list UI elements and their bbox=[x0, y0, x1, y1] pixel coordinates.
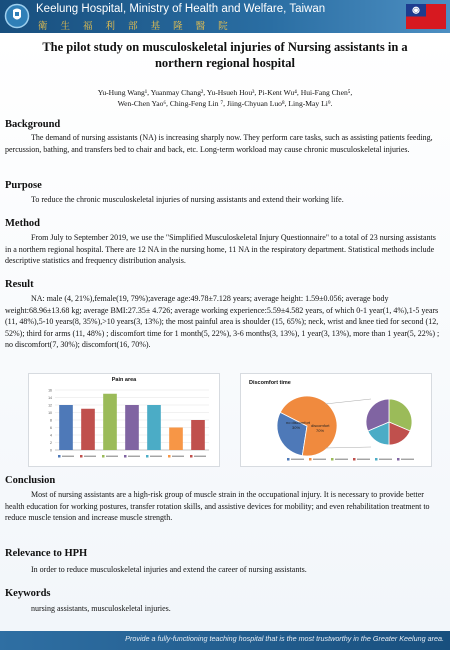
pie-chart-title: Discomfort time bbox=[249, 380, 291, 386]
bar-chart-title: Pain area bbox=[111, 377, 137, 383]
author-list bbox=[30, 87, 420, 109]
y-tick-label: 0 bbox=[50, 448, 52, 453]
legend-swatch bbox=[102, 455, 105, 458]
authors-line-2: Wen-Chen Yao⁶, Ching-Feng Lin ⁷, Jiing-Chyuan Luo⁸, Ling-May Li⁹. bbox=[117, 99, 333, 108]
legend-label-bar bbox=[62, 456, 74, 457]
y-tick-label: 10 bbox=[48, 411, 52, 415]
poster-title: The pilot study on musculoskeletal injuries of Nursing assistants in a northern regional hospital bbox=[42, 40, 408, 70]
method-heading: Method bbox=[5, 218, 40, 229]
bar bbox=[103, 394, 117, 450]
y-tick-label: 14 bbox=[48, 396, 52, 400]
y-tick-label: 8 bbox=[50, 418, 52, 423]
legend-swatch bbox=[190, 455, 193, 458]
conclusion-heading: Conclusion bbox=[5, 475, 56, 486]
legend-swatch bbox=[331, 458, 334, 461]
bar bbox=[59, 405, 73, 450]
authors-line-1: Yu-Hung Wang¹, Yuanmay Chang², Yu-Hsueh Hou³, Pi-Kent Wu⁴, Hui-Fang Chen⁵, bbox=[97, 88, 353, 97]
pie-pct-right: 70% bbox=[316, 428, 325, 433]
conclusion-text: Most of nursing assistants are a high-risk group of muscle strain in the occupational injury. It is necessary to provide better health education for working postures, transfer rotation skills, and assistive devices for mobility; and even rehabilitation treatment to reduce muscle tension and increase muscle strength. bbox=[5, 490, 430, 522]
bar bbox=[169, 428, 183, 451]
background-heading: Background bbox=[5, 119, 61, 130]
poster-footer bbox=[0, 631, 450, 650]
poster-body bbox=[0, 33, 450, 631]
purpose-heading: Purpose bbox=[5, 180, 42, 191]
taiwan-flag-icon bbox=[406, 4, 446, 29]
legend-swatch bbox=[375, 458, 378, 461]
purpose-text: To reduce the chronic musculoskeletal injuries of nursing assistants and extend their working life. bbox=[31, 195, 344, 204]
legend-label-bar bbox=[172, 456, 184, 457]
relevance-text: In order to reduce musculoskeletal injuries and extend the career of nursing assistants. bbox=[31, 565, 307, 574]
hospital-header bbox=[0, 0, 450, 33]
legend-swatch bbox=[287, 458, 290, 461]
legend-label-bar bbox=[313, 459, 326, 460]
bar-chart-svg bbox=[29, 374, 219, 466]
bar bbox=[81, 409, 95, 450]
legend-label-bar bbox=[84, 456, 96, 457]
legend-swatch bbox=[146, 455, 149, 458]
y-tick-label: 16 bbox=[48, 388, 52, 393]
method-text: From July to September 2019, we use the "Simplified Musculoskeletal Injury Questionnaire" to a total of 23 nursing assistants in a northern regional hospital. There are 12 NA in the nursing home, 11 NA in the respiratory department. Statistical methods include descriptive statistics and frequency distribution analysis. bbox=[5, 233, 436, 265]
result-text: NA: male (4, 21%),female(19, 79%);average age:49.78±7.128 years; average height: 1.59±0.056; average body weight:68.96±13.68 kg; average BMI:27.35± 4.726; average working experience:5.59±4.582 years, of which 0-1 year(1, 4%),1-5 years (11, 48%),5-10 years(8, 35%),>10 years(3, 13%); the most painful area is shoulder (15, 65%); neck, wrist and knee tied for second (12, 52%); third for arms (11, 48%) ; discomfort time for 1 month(5, 22%), 3-6 months(3, 13%), 1 year(3, 13%), more than 1 year(5, 22%) ; no discomfort(7, 30%); discomfort(16, 70%). bbox=[5, 294, 440, 349]
y-tick-label: 2 bbox=[50, 441, 52, 445]
footer-slogan: Provide a fully-functioning teaching hospital that is the most trustworthy in the Greater Keelung area. bbox=[125, 634, 444, 643]
legend-label-bar bbox=[106, 456, 118, 457]
legend-swatch bbox=[124, 455, 127, 458]
legend-label-bar bbox=[357, 459, 370, 460]
pain-area-chart bbox=[28, 373, 220, 467]
connector-line bbox=[325, 399, 371, 404]
y-tick-label: 6 bbox=[50, 426, 52, 430]
bar bbox=[125, 405, 139, 450]
pie-label-left: no discomfort bbox=[286, 420, 311, 425]
legend-label-bar bbox=[335, 459, 348, 460]
legend-label-bar bbox=[379, 459, 392, 460]
relevance-heading: Relevance to HPH bbox=[5, 548, 88, 559]
discomfort-time-chart bbox=[240, 373, 432, 467]
keywords-text: nursing assistants, musculoskeletal injuries. bbox=[31, 604, 171, 613]
legend-label-bar bbox=[194, 456, 206, 457]
bar bbox=[147, 405, 161, 450]
legend-swatch bbox=[309, 458, 312, 461]
legend-swatch bbox=[168, 455, 171, 458]
legend-swatch bbox=[353, 458, 356, 461]
hospital-name-en: Keelung Hospital, Ministry of Health and Welfare, Taiwan bbox=[36, 3, 326, 15]
keywords-heading: Keywords bbox=[5, 588, 51, 599]
hospital-name-zh: 衛 生 福 利 部 基 隆 醫 院 bbox=[38, 21, 233, 32]
result-heading: Result bbox=[5, 279, 34, 290]
pie-chart-svg bbox=[241, 374, 431, 466]
legend-label-bar bbox=[128, 456, 140, 457]
pie-pct-left: 30% bbox=[292, 425, 301, 430]
y-tick-label: 4 bbox=[50, 433, 52, 438]
legend-label-bar bbox=[150, 456, 162, 457]
legend-label-bar bbox=[291, 459, 304, 460]
hospital-logo-icon bbox=[4, 3, 30, 29]
legend-label-bar bbox=[401, 459, 414, 460]
legend-swatch bbox=[58, 455, 61, 458]
legend-swatch bbox=[80, 455, 83, 458]
bar bbox=[191, 420, 205, 450]
connector-line bbox=[325, 447, 371, 448]
y-tick-label: 12 bbox=[48, 403, 52, 408]
pie-label-right: discomfort bbox=[311, 423, 330, 428]
background-text: The demand of nursing assistants (NA) is increasing sharply now. They perform care tasks, such as assisting patients feeding, percussion, bathing, and transfers bed to chair and back, etc. Long-term workload may cause chronic musculoskeletal injuries. bbox=[5, 133, 433, 154]
legend-swatch bbox=[397, 458, 400, 461]
